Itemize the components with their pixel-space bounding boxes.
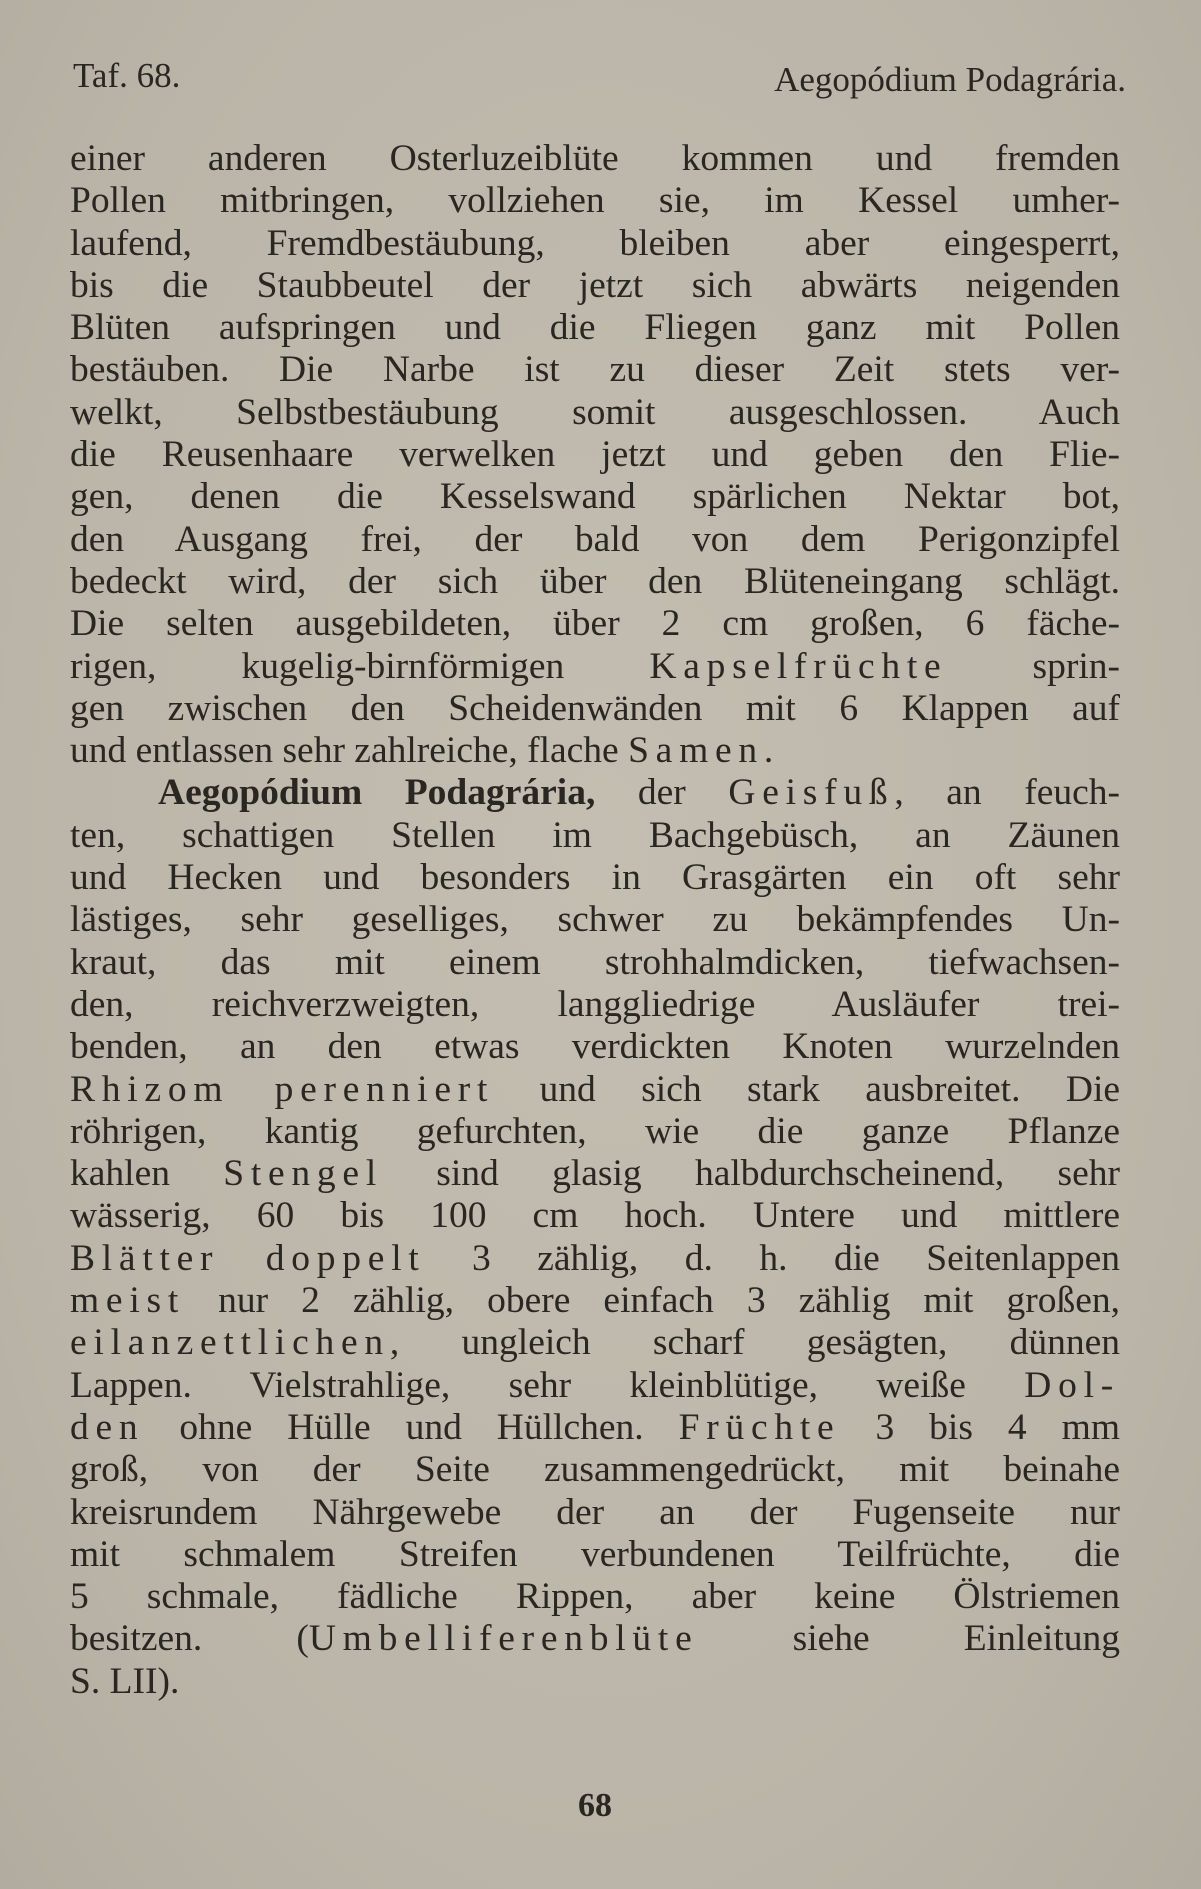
text-line: ten, schattigen Stellen im Bachgebüsch, an Zäunen [70,814,1120,856]
text-line: Aegopódium Podagrária, der Geisfuß, an feuch- [158,772,1120,814]
text-line: bestäuben. Die Narbe ist zu dieser Zeit stets ver- [70,349,1120,391]
spaced-term: Früchte [678,1406,841,1448]
spaced-term: Geisfuß [728,772,895,814]
text-line: Rhizom perenniert und sich stark ausbreitet. Die [70,1068,1121,1110]
spaced-term: Umbelliferenblüte [308,1618,699,1660]
page-header [70,56,1126,106]
spaced-term: meist [70,1280,185,1322]
spaced-term: Blätter [70,1237,220,1279]
text-line: wässerig, 60 bis 100 cm hoch. Untere und mittlere [70,1195,1120,1237]
text-line: meist nur 2 zählig, obere einfach 3 zählig mit großen, [70,1280,1120,1322]
text-line: bedeckt wird, der sich über den Blüteneingang schlägt. [70,560,1120,602]
running-title: Aegopódium Podagrária. [774,60,1126,99]
text-line: kraut, das mit einem strohhalmdicken, tiefwachsen- [70,941,1120,983]
text-line: benden, an den etwas verdickten Knoten wurzelnden [70,1026,1120,1068]
text-line: Blätter doppelt 3 zählig, d. h. die Seitenlappen [70,1237,1120,1279]
text-line: gen, denen die Kesselswand spärlichen Nektar bot, [70,476,1120,518]
text-line: besitzen. (Umbelliferenblüte siehe Einleitung [70,1618,1120,1660]
text-line: groß, von der Seite zusammengedrückt, mit beinahe [70,1449,1120,1491]
text-line: lästiges, sehr geselliges, schwer zu bekämpfendes Un- [70,899,1120,941]
text-line: Blüten aufspringen und die Fliegen ganz mit Pollen [70,307,1120,349]
body-text [70,138,1120,1703]
text-line: röhrigen, kantig gefurchten, wie die ganze Pflanze [70,1110,1120,1152]
spaced-term: Stengel [223,1153,383,1195]
text-line: den ohne Hülle und Hüllchen. Früchte 3 bis 4 mm [70,1406,1120,1448]
species-heading: Aegopódium Podagrária, [158,772,596,814]
text-line: und Hecken und besonders in Grasgärten ein oft sehr [70,857,1120,899]
text-line: eilanzettlichen, ungleich scharf gesägten, dünnen [70,1322,1120,1364]
spaced-term: perenniert [274,1068,495,1110]
text-line: kahlen Stengel sind glasig halbdurchscheinend, sehr [70,1153,1121,1195]
text-line: gen zwischen den Scheidenwänden mit 6 Klappen auf [70,687,1120,729]
spaced-term: Samen [628,730,764,772]
text-line: und entlassen sehr zahlreiche, flache Samen. [70,730,774,772]
text-line: 5 schmale, fädliche Rippen, aber keine Ölstriemen [70,1576,1120,1618]
page-number: 68 [578,1787,612,1824]
text-line: rigen, kugelig-birnförmigen Kapselfrüchte sprin- [70,645,1120,687]
text-line: S. LII). [70,1660,180,1702]
text-line: welkt, Selbstbestäubung somit ausgeschlossen. Auch [70,391,1120,433]
book-page [70,0,1126,1889]
spaced-term: eilanzettlichen [70,1322,390,1364]
spaced-term: Dol- [1024,1364,1120,1406]
text-line: Die selten ausgebildeten, über 2 cm großen, 6 fäche- [70,603,1120,645]
text-line: laufend, Fremdbestäubung, bleiben aber eingesperrt, [70,222,1120,264]
text-line: den, reichverzweigten, langgliedrige Ausläufer trei- [70,983,1120,1025]
text-line: mit schmalem Streifen verbundenen Teilfrüchte, die [70,1533,1120,1575]
text-line: Lappen. Vielstrahlige, sehr kleinblütige, weiße Dol- [70,1364,1120,1406]
plate-label: Taf. 68. [73,56,181,95]
spaced-term: Rhizom [70,1068,230,1110]
spaced-term: Kapselfrüchte [649,645,948,687]
text-line: den Ausgang frei, der bald von dem Perigonzipfel [70,518,1120,560]
text-line: Pollen mitbringen, vollziehen sie, im Kessel umher- [70,180,1120,222]
text-line: bis die Staubbeutel der jetzt sich abwärts neigenden [70,264,1120,306]
text-line: einer anderen Osterluzeiblüte kommen und fremden [70,138,1120,179]
text-line: die Reusenhaare verwelken jetzt und geben den Flie- [70,434,1120,476]
text-line: kreisrundem Nährgewebe der an der Fugenseite nur [70,1491,1120,1533]
spaced-term: den [70,1406,145,1448]
spaced-term: doppelt [265,1237,426,1279]
